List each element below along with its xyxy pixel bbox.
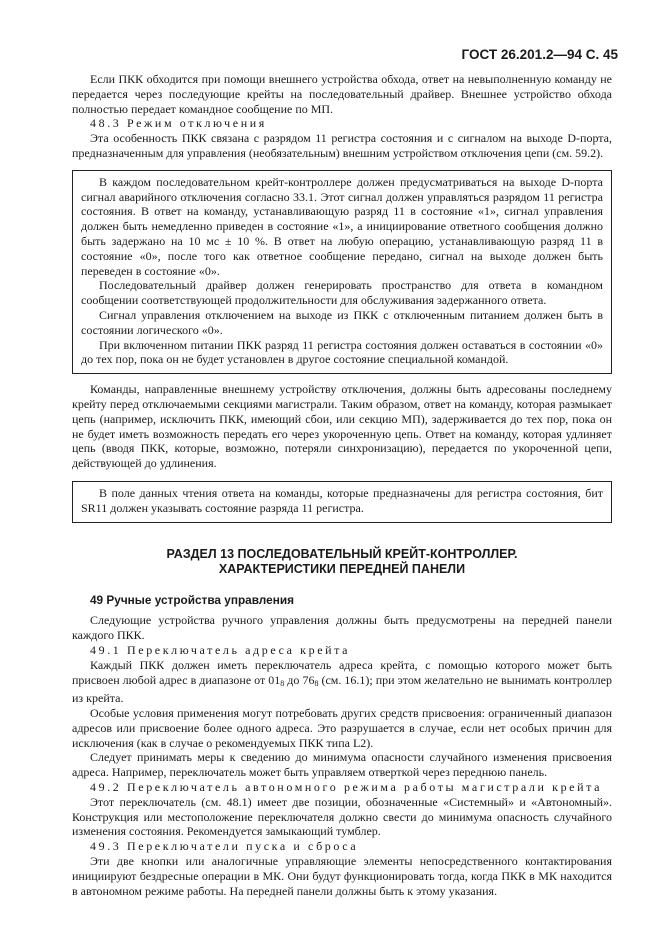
paragraph-manual-controls: Следующие устройства ручного управления должны быть предусмотрены на передней панели каждого ПКК.	[72, 613, 612, 643]
box1-paragraph-1: В каждом последовательном крейт-контроллере должен предусматриваться на выходе D-порта сигнал аварийного отключения согласно 33.1. Этот сигнал должен управляться разрядом 11 регистра состояния. В ответ на команду, устанавливающую разряд 11 в состояние «1», сигнал управления должен быть немедленно приведен в состояние «1», а инициирование ответного сообщения должно быть задержано на 10 мс ± 10 %. В ответ на любую операцию, устанавливающую разряд 11 в состояние «0», после того как ответное сообщение передано, сигнал на выходе должен быть переведен в состояние «0».	[81, 174, 603, 278]
clause-49-2-title: 49.2 Переключатель автономного режима работы магистрали крейта	[90, 780, 603, 795]
octal-subscript-1: 8	[280, 678, 285, 688]
paragraph-minimize-risk: Следует принимать меры к сведению до минимума опасности случайного изменения присвоения адреса. Например, переключатель может быть управляем отверткой через переднюю панель.	[72, 750, 612, 780]
clause-49-1-heading	[72, 643, 612, 658]
boxed-requirement-sr11	[72, 481, 612, 523]
box1-paragraph-4: При включенном питании ПКК разряд 11 регистра состояния должен оставаться в состоянии «0» до тех пор, пока он не будет установлен в другое состояние специальной командой.	[81, 337, 603, 367]
paragraph-crate-address	[72, 658, 612, 706]
paragraph-commands: Команды, направленные внешнему устройству отключения, должны быть адресованы последнему крейту перед отключаемыми секциями магистрали. Таким образом, ответ на команду, которая размыкает цепь (например, исключить ПКК, имеющий сбои, или секцию МП), задерживается до тех пор, пока он не будет иметь возможность передать его через укороченную цепь. Ответ на команду, которая удлиняет цепь (вводя ПКК, которые, возможно, потеряли синхронизацию), передается по укороченной цепи, действующей до удлинения.	[72, 382, 612, 471]
paragraph-start-reset: Эти две кнопки или аналогичные управляющие элементы непосредственного контактирования инициируют бездресные операции в МК. Они будут функционировать тогда, когда ПКК в МК находится в автономном режиме работы. На передней панели должны быть к этому указания.	[72, 854, 612, 898]
page-header: ГОСТ 26.201.2—94 С. 45	[461, 47, 618, 62]
paragraph-disconnect-mode: Эта особенность ПКК связана с разрядом 11 регистра состояния и с сигналом на выходе D-порта, предназначенным для управления (необязательным) внешним устройством отключения цепи (см. 59.2).	[72, 131, 612, 160]
box1-paragraph-2: Последовательный драйвер должен генерировать пространство для ответа в командном сообщении соответствующей продолжительности для обслуживания задержанного ответа.	[81, 278, 603, 308]
address-text-b: до 76	[284, 672, 315, 687]
clause-48-3-heading	[72, 116, 612, 131]
clause-49-2-heading	[72, 780, 612, 795]
section-13-title	[72, 547, 612, 577]
octal-subscript-2: 8	[314, 678, 319, 688]
paragraph-special-conditions: Особые условия применения могут потребовать других средств присвоения: ограниченный диапазон адресов или присвоение более одного адреса. Это разрушается в случае, если нет особых причин для исключения (как в случае о рекомендуемых ПКК типа L2).	[72, 706, 612, 750]
clause-49-3-title: 49.3 Переключатели пуска и сброса	[90, 839, 359, 854]
box2-paragraph-1: В поле данных чтения ответа на команды, которые предназначены для регистра состояния, бит SR11 должен указывать состояние разряда 11 регистра.	[81, 485, 603, 515]
clause-48-3-title: 48.3 Режим отключения	[90, 116, 267, 131]
clause-49-1-title: 49.1 Переключатель адреса крейта	[90, 642, 351, 657]
document-body	[72, 72, 612, 898]
paragraph-offline-switch: Этот переключатель (см. 48.1) имеет две позиции, обозначенные «Системный» и «Автономный». Конструкция или местоположение переключателя должно свести до минимума опасность случайного изменения состояния. Рекомендуется замыкающий тумблер.	[72, 794, 612, 839]
paragraph-bypass: Если ПКК обходится при помощи внешнего устройства обхода, ответ на невыполненную команду не передается через последующие крейты на последовательный драйвер. Внешнее устройство обхода полностью передает командное сообщение по МП.	[72, 72, 612, 116]
box1-paragraph-3: Сигнал управления отключением на выходе из ПКК с отключенным питанием должен быть в состоянии логического «0».	[81, 307, 603, 337]
clause-49-heading: 49 Ручные устройства управления	[90, 592, 294, 607]
address-text-c: (см. 16.1); при этом желательно не вынимать контроллер из крейта.	[72, 672, 612, 706]
clause-49-3-heading	[72, 839, 612, 854]
boxed-requirement-disconnect	[72, 170, 612, 374]
address-text-a: Каждый ПКК должен иметь переключатель адреса крейта, с помощью которого может быть присвоен любой адрес в диапазоне от 01	[72, 657, 612, 687]
section-title-line-1: РАЗДЕЛ 13 ПОСЛЕДОВАТЕЛЬНЫЙ КРЕЙТ-КОНТРОЛЛЕР.	[166, 546, 518, 561]
section-title-line-2: ХАРАКТЕРИСТИКИ ПЕРЕДНЕЙ ПАНЕЛИ	[218, 561, 466, 576]
